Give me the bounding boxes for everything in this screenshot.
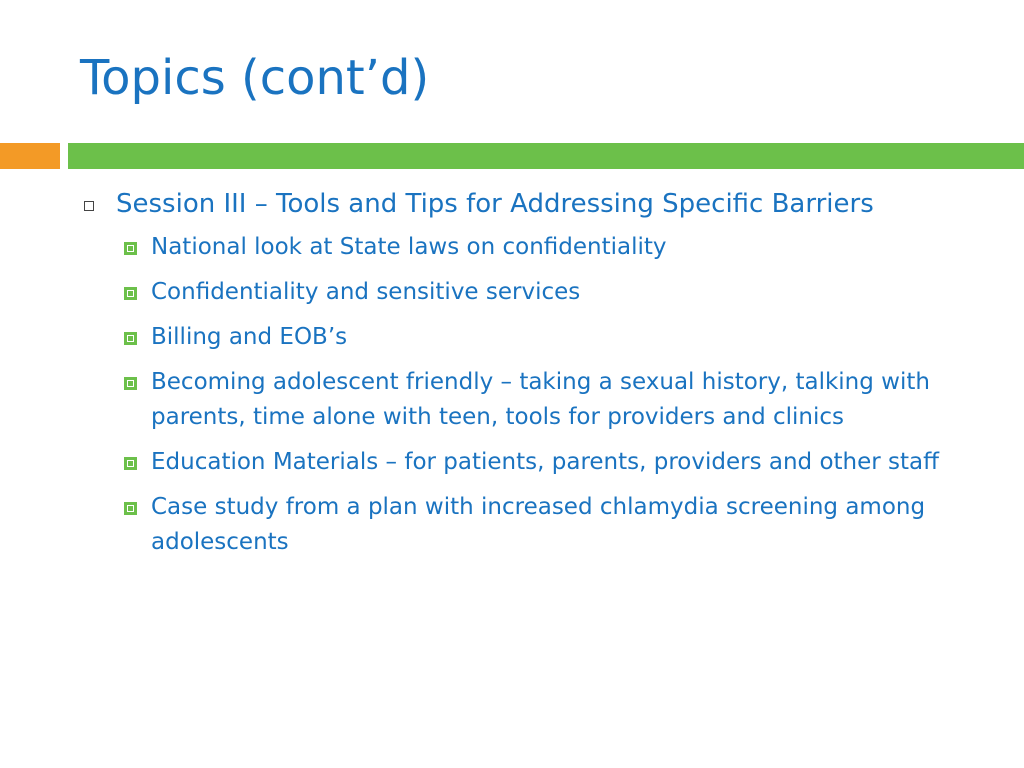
sub-bullet-billing — [78, 320, 998, 355]
green-accent-bar — [68, 143, 1024, 169]
green-square-bullet-icon — [124, 457, 137, 470]
sub-bullet-list — [78, 230, 998, 560]
slide-content — [78, 186, 998, 570]
sub-bullet-text: Becoming adolescent friendly – taking a sexual history, talking with parents, time alone with teen, tools for providers and clinics — [151, 369, 930, 430]
green-square-bullet-icon — [124, 377, 137, 390]
sub-bullet-education-materials — [78, 445, 998, 480]
hollow-square-bullet-icon — [84, 201, 94, 211]
sub-bullet-text: National look at State laws on confidentiality — [151, 234, 667, 260]
sub-bullet-text: Case study from a plan with increased chlamydia screening among adolescents — [151, 494, 926, 555]
sub-bullet-sensitive-services — [78, 275, 998, 310]
orange-accent-bar — [0, 143, 60, 169]
bullet-text: Session III – Tools and Tips for Addressing Specific Barriers — [116, 189, 874, 219]
sub-bullet-state-laws — [78, 230, 998, 265]
green-square-bullet-icon — [124, 332, 137, 345]
sub-bullet-case-study — [78, 490, 998, 560]
sub-bullet-text: Education Materials – for patients, parents, providers and other staff — [151, 449, 939, 475]
green-square-bullet-icon — [124, 287, 137, 300]
green-square-bullet-icon — [124, 502, 137, 515]
sub-bullet-text: Confidentiality and sensitive services — [151, 279, 581, 305]
bullet-session-iii — [78, 186, 998, 222]
sub-bullet-text: Billing and EOB’s — [151, 324, 348, 350]
sub-bullet-adolescent-friendly — [78, 365, 998, 435]
slide-title: Topics (cont’d) — [80, 50, 430, 106]
green-square-bullet-icon — [124, 242, 137, 255]
